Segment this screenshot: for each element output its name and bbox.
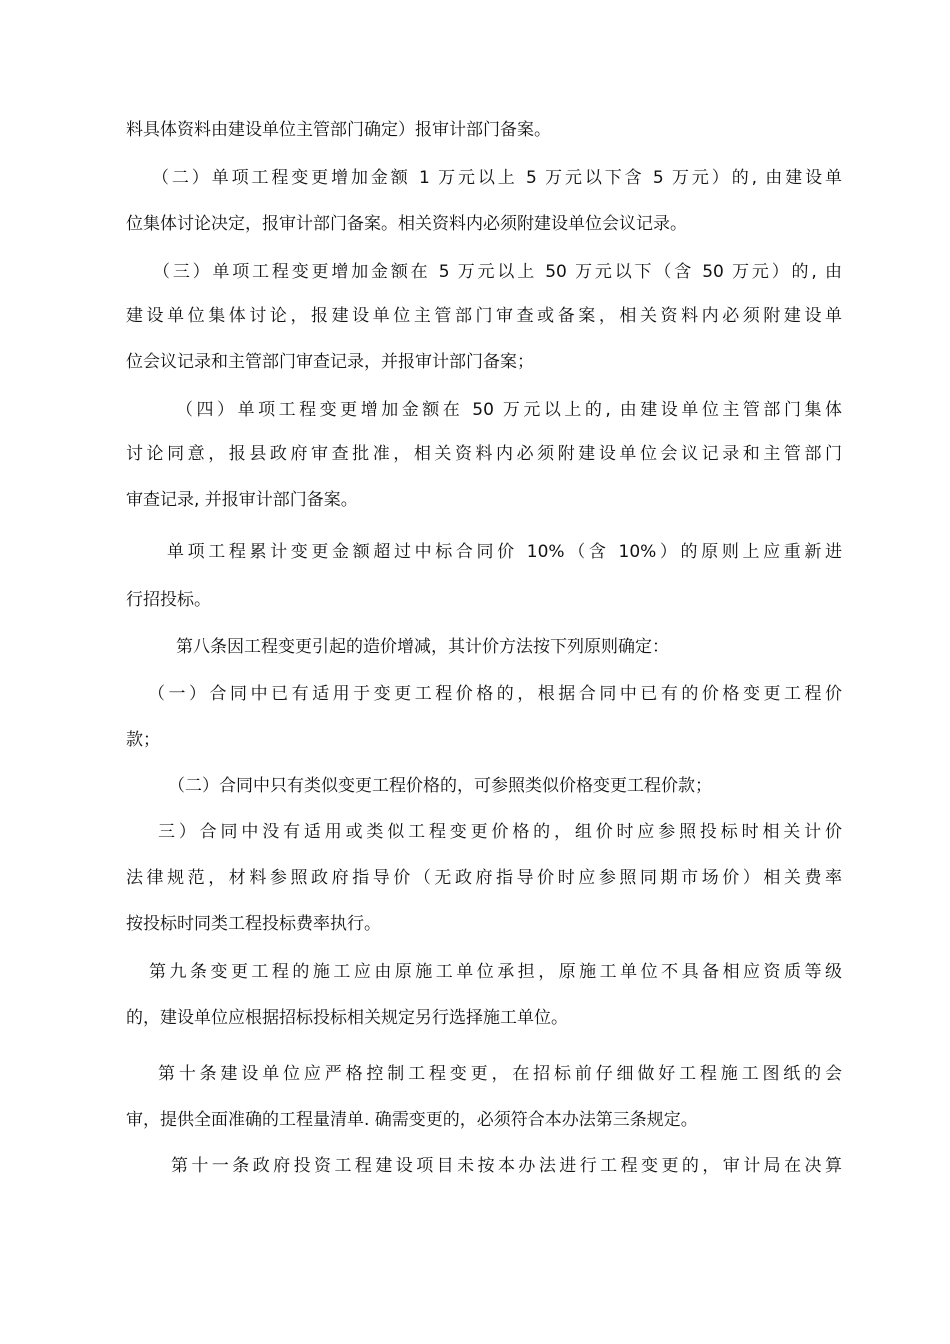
text-line: 第八条因工程变更引起的造价增减，其计价方法按下列原则确定：: [176, 637, 669, 657]
text-line: 款；: [126, 730, 160, 750]
text-line: 法律规范，材料参照政府指导价（无政府指导价时应参照同期市场价）相关费率: [126, 868, 842, 888]
text-line: 位会议记录和主管部门审查记录，并报审计部门备案；: [126, 352, 534, 372]
text-line: 第九条变更工程的施工应由原施工单位承担，原施工单位不具备相应资质等级: [149, 962, 842, 982]
text-line: 第十一条政府投资工程建设项目未按本办法进行工程变更的，审计局在决算: [171, 1156, 842, 1176]
text-line: 第十条建设单位应严格控制工程变更，在招标前仔细做好工程施工图纸的会: [158, 1064, 842, 1084]
text-line: 单项工程累计变更金额超过中标合同价 10%（含 10%）的原则上应重新进: [167, 542, 842, 562]
text-line: （三）单项工程变更增加金额在 5 万元以上 50 万元以下（含 50 万元）的, 由: [153, 262, 842, 282]
text-line: （二）单项工程变更增加金额 1 万元以上 5 万元以下含 5 万元）的, 由建设单: [152, 168, 842, 188]
text-line: 行招投标。: [126, 590, 211, 610]
text-line: 位集体讨论决定，报审计部门备案。相关资料内必须附建设单位会议记录。: [126, 214, 687, 234]
text-line: 讨论同意，报县政府审查批准，相关资料内必须附建设单位会议记录和主管部门: [126, 444, 842, 464]
text-line: 审，提供全面准确的工程量清单. 确需变更的，必须符合本办法第三条规定。: [126, 1110, 698, 1130]
text-line: 料具体资料由建设单位主管部门确定）报审计部门备案。: [126, 120, 551, 140]
text-line: 的，建设单位应根据招标投标相关规定另行选择施工单位。: [126, 1008, 568, 1028]
text-line: 按投标时同类工程投标费率执行。: [126, 914, 381, 934]
text-line: 审查记录, 并报审计部门备案。: [126, 490, 358, 510]
text-line: 建设单位集体讨论，报建设单位主管部门审查或备案，相关资料内必须附建设单: [126, 306, 842, 326]
text-line: （二）合同中只有类似变更工程价格的，可参照类似价格变更工程价款；: [168, 776, 712, 796]
text-line: （一）合同中已有适用于变更工程价格的，根据合同中已有的价格变更工程价: [148, 684, 842, 704]
text-line: 三）合同中没有适用或类似工程变更价格的，组价时应参照投标时相关计价: [158, 822, 842, 842]
text-line: （四）单项工程变更增加金额在 50 万元以上的, 由建设单位主管部门集体: [176, 400, 842, 420]
